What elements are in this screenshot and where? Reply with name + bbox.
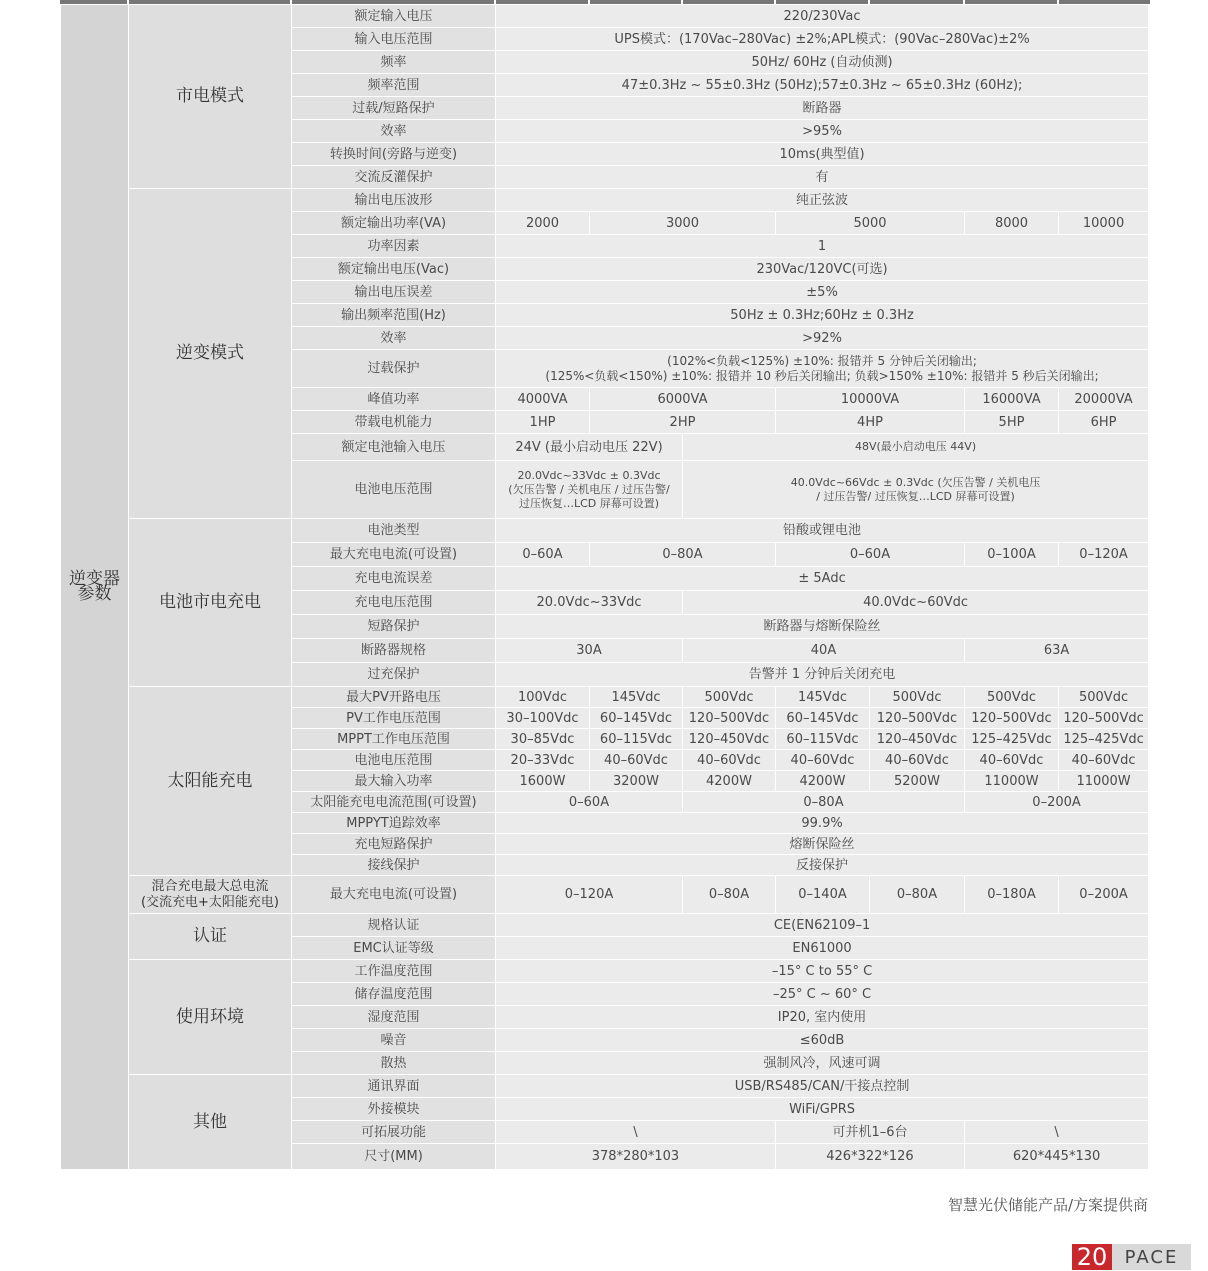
- row-label: 接线保护: [292, 855, 496, 876]
- row-label: 过充保护: [292, 663, 496, 687]
- cell-value: 500Vdc: [870, 687, 965, 708]
- cell-value: 3200W: [590, 771, 683, 792]
- cell-value: 40–60Vdc: [776, 750, 870, 771]
- row-label: MPPT工作电压范围: [292, 729, 496, 750]
- row-label: 过载保护: [292, 350, 496, 388]
- cell-value: 63A: [965, 639, 1149, 663]
- row-label: 储存温度范围: [292, 983, 496, 1006]
- cell-value-multiline: 40.0Vdc~66Vdc ± 0.3Vdc (欠压告警 / 关机电压 / 过压告警/ 过压恢复…LCD 屏幕可设置): [683, 461, 1149, 519]
- cell-value: 0–60A: [776, 543, 965, 567]
- cell-value: 1600W: [496, 771, 590, 792]
- cell-value: 0–80A: [870, 876, 965, 914]
- cell-value: 10000: [1059, 212, 1149, 235]
- row-label: 电池电压范围: [292, 750, 496, 771]
- cell-value: 11000W: [965, 771, 1059, 792]
- cell-value: 500Vdc: [965, 687, 1059, 708]
- row-label: 额定输入电压: [292, 5, 496, 28]
- cell-value: 2000: [496, 212, 590, 235]
- row-label: 额定电池输入电压: [292, 434, 496, 461]
- company-tagline: 智慧光伏储能产品/方案提供商: [947, 1196, 1148, 1214]
- cell-value: 40–60Vdc: [1059, 750, 1149, 771]
- cell-value: 120–450Vdc: [870, 729, 965, 750]
- cell-value: 0–80A: [683, 792, 965, 813]
- cell-value: WiFi/GPRS: [496, 1098, 1149, 1121]
- cell-value: 10ms(典型值): [496, 143, 1149, 166]
- cell-value: 0–120A: [496, 876, 683, 914]
- row-label: 输出电压误差: [292, 281, 496, 304]
- row-label: 工作温度范围: [292, 960, 496, 983]
- cell-value: 有: [496, 166, 1149, 189]
- row-label: 峰值功率: [292, 388, 496, 411]
- row-label: 断路器规格: [292, 639, 496, 663]
- cell-value: 4HP: [776, 411, 965, 434]
- cell-value: 40–60Vdc: [683, 750, 776, 771]
- row-label: 输出频率范围(Hz): [292, 304, 496, 327]
- cell-value: 47±0.3Hz ~ 55±0.3Hz (50Hz);57±0.3Hz ~ 65±0.3Hz (60Hz);: [496, 74, 1149, 97]
- row-label: 规格认证: [292, 914, 496, 937]
- cell-value: 0–200A: [1059, 876, 1149, 914]
- cell-value: 0–200A: [965, 792, 1149, 813]
- cell-value: 0–120A: [1059, 543, 1149, 567]
- cell-value: 120–500Vdc: [1059, 708, 1149, 729]
- cell-value: 6HP: [1059, 411, 1149, 434]
- row-label: 散热: [292, 1052, 496, 1075]
- row-label: 最大充电电流(可设置): [292, 876, 496, 914]
- cell-value: 145Vdc: [590, 687, 683, 708]
- cell-value: 0–60A: [496, 792, 683, 813]
- cell-value: 纯正弦波: [496, 189, 1149, 212]
- row-label: 交流反灌保护: [292, 166, 496, 189]
- cell-value: 10000VA: [776, 388, 965, 411]
- cell-value: 40A: [683, 639, 965, 663]
- cell-value: 378*280*103: [496, 1144, 776, 1170]
- cell-value: 20000VA: [1059, 388, 1149, 411]
- cell-value: >95%: [496, 120, 1149, 143]
- section-battery-charge: 电池市电充电: [129, 519, 292, 687]
- cell-value: 5000: [776, 212, 965, 235]
- cell-value: 120–500Vdc: [965, 708, 1059, 729]
- row-label: 噪音: [292, 1029, 496, 1052]
- row-label: 通讯界面: [292, 1075, 496, 1098]
- cell-value: 125–425Vdc: [965, 729, 1059, 750]
- cell-value: 120–450Vdc: [683, 729, 776, 750]
- cell-value: 220/230Vac: [496, 5, 1149, 28]
- row-label: 尺寸(MM): [292, 1144, 496, 1170]
- row-label: 带载电机能力: [292, 411, 496, 434]
- cell-value: 30–85Vdc: [496, 729, 590, 750]
- cell-value: 反接保护: [496, 855, 1149, 876]
- cell-value: ≤60dB: [496, 1029, 1149, 1052]
- table-row: [61, 1075, 1149, 1098]
- cell-value: 40–60Vdc: [870, 750, 965, 771]
- cell-value: 1: [496, 235, 1149, 258]
- cell-value: 40–60Vdc: [965, 750, 1059, 771]
- table-row: [61, 5, 1149, 28]
- row-label: 最大输入功率: [292, 771, 496, 792]
- cell-value: 5HP: [965, 411, 1059, 434]
- cell-value: 告警并 1 分钟后关闭充电: [496, 663, 1149, 687]
- cell-value: 100Vdc: [496, 687, 590, 708]
- cell-value: 24V (最小启动电压 22V): [496, 434, 683, 461]
- cell-value: 0–80A: [590, 543, 776, 567]
- section-cert: 认证: [129, 914, 292, 960]
- cell-value: 0–60A: [496, 543, 590, 567]
- row-label: 功率因素: [292, 235, 496, 258]
- cell-value: 60–115Vdc: [776, 729, 870, 750]
- cell-value: 熔断保险丝: [496, 834, 1149, 855]
- cell-value: 99.9%: [496, 813, 1149, 834]
- cell-value: 60–145Vdc: [776, 708, 870, 729]
- row-label: 输入电压范围: [292, 28, 496, 51]
- cell-value: USB/RS485/CAN/干接点控制: [496, 1075, 1149, 1098]
- row-label: 最大PV开路电压: [292, 687, 496, 708]
- cell-value: 5200W: [870, 771, 965, 792]
- cell-value: 1HP: [496, 411, 590, 434]
- cell-value: 断路器: [496, 97, 1149, 120]
- cell-value: UPS模式：(170Vac–280Vac) ±2%;APL模式：(90Vac–280Vac)±2%: [496, 28, 1149, 51]
- cell-value: IP20, 室内使用: [496, 1006, 1149, 1029]
- row-label: 效率: [292, 120, 496, 143]
- table-row: [61, 876, 1149, 914]
- table-row: [61, 519, 1149, 543]
- row-label: 效率: [292, 327, 496, 350]
- cell-value: 断路器与熔断保险丝: [496, 615, 1149, 639]
- cell-value: 30–100Vdc: [496, 708, 590, 729]
- cell-value: 4200W: [776, 771, 870, 792]
- cell-value: 0–140A: [776, 876, 870, 914]
- row-label: 充电电流误差: [292, 567, 496, 591]
- cell-value: 120–500Vdc: [683, 708, 776, 729]
- cell-value: –25° C ~ 60° C: [496, 983, 1149, 1006]
- table-row: [61, 960, 1149, 983]
- section-hybrid: 混合充电最大总电流 (交流充电+太阳能充电): [129, 876, 292, 914]
- section-inverter: 逆变模式: [129, 189, 292, 519]
- cell-value: 426*322*126: [776, 1144, 965, 1170]
- cell-value: –15° C to 55° C: [496, 960, 1149, 983]
- cell-value: 4200W: [683, 771, 776, 792]
- cell-value: 50Hz ± 0.3Hz;60Hz ± 0.3Hz: [496, 304, 1149, 327]
- cell-value: 30A: [496, 639, 683, 663]
- cell-value-multiline: 20.0Vdc~33Vdc ± 0.3Vdc (欠压告警 / 关机电压 / 过压告警/ 过压恢复…LCD 屏幕可设置): [496, 461, 683, 519]
- cell-value: 11000W: [1059, 771, 1149, 792]
- cell-value-multiline: (102%<负载<125%) ±10%: 报错并 5 分钟后关闭输出; (125%<负载<150%) ±10%: 报错并 10 秒后关闭输出; 负载>150% ±10%: 报错并 5 秒后关闭输出;: [496, 350, 1149, 388]
- cell-value: 500Vdc: [683, 687, 776, 708]
- row-label: 充电电压范围: [292, 591, 496, 615]
- section-solar: 太阳能充电: [129, 687, 292, 876]
- spec-table: [60, 4, 1149, 1170]
- cell-value: 500Vdc: [1059, 687, 1149, 708]
- cell-value: 60–145Vdc: [590, 708, 683, 729]
- cell-value: 145Vdc: [776, 687, 870, 708]
- cell-value: \: [965, 1121, 1149, 1144]
- side-category: 逆变器 参数: [61, 5, 129, 1170]
- row-label: 过载/短路保护: [292, 97, 496, 120]
- cell-value: >92%: [496, 327, 1149, 350]
- cell-value: 40–60Vdc: [590, 750, 683, 771]
- cell-value: EN61000: [496, 937, 1149, 960]
- cell-value: 0–80A: [683, 876, 776, 914]
- row-label: 最大充电电流(可设置): [292, 543, 496, 567]
- table-row: [61, 687, 1149, 708]
- row-label: MPPYT追踪效率: [292, 813, 496, 834]
- row-label: 输出电压波形: [292, 189, 496, 212]
- cell-value: 620*445*130: [965, 1144, 1149, 1170]
- row-label: 电池类型: [292, 519, 496, 543]
- cell-value: 16000VA: [965, 388, 1059, 411]
- cell-value: 125–425Vdc: [1059, 729, 1149, 750]
- row-label: PV工作电压范围: [292, 708, 496, 729]
- table-row: [61, 189, 1149, 212]
- cell-value: 230Vac/120VC(可选): [496, 258, 1149, 281]
- row-label: EMC认证等级: [292, 937, 496, 960]
- cell-value: 铅酸或锂电池: [496, 519, 1149, 543]
- cell-value: 20.0Vdc~33Vdc: [496, 591, 683, 615]
- row-label: 可拓展功能: [292, 1121, 496, 1144]
- row-label: 额定输出功率(VA): [292, 212, 496, 235]
- row-label: 频率范围: [292, 74, 496, 97]
- row-label: 短路保护: [292, 615, 496, 639]
- page-word: PACE: [1112, 1244, 1191, 1270]
- cell-value: \: [496, 1121, 776, 1144]
- cell-value: 48V(最小启动电压 44V): [683, 434, 1149, 461]
- cell-value: 0–100A: [965, 543, 1059, 567]
- section-other: 其他: [129, 1075, 292, 1170]
- cell-value: 4000VA: [496, 388, 590, 411]
- section-utility: 市电模式: [129, 5, 292, 189]
- cell-value: 3000: [590, 212, 776, 235]
- cell-value: 6000VA: [590, 388, 776, 411]
- cell-value: 20–33Vdc: [496, 750, 590, 771]
- cell-value: 40.0Vdc~60Vdc: [683, 591, 1149, 615]
- table-row: [61, 914, 1149, 937]
- cell-value: ± 5Adc: [496, 567, 1149, 591]
- cell-value: 强制风冷，风速可调: [496, 1052, 1149, 1075]
- cell-value: CE(EN62109–1: [496, 914, 1149, 937]
- cell-value: 60–115Vdc: [590, 729, 683, 750]
- row-label: 太阳能充电电流范围(可设置): [292, 792, 496, 813]
- section-env: 使用环境: [129, 960, 292, 1075]
- row-label: 外接模块: [292, 1098, 496, 1121]
- row-label: 湿度范围: [292, 1006, 496, 1029]
- page-number: 20: [1072, 1244, 1112, 1270]
- cell-value: 50Hz/ 60Hz (自动侦测): [496, 51, 1149, 74]
- row-label: 频率: [292, 51, 496, 74]
- row-label: 电池电压范围: [292, 461, 496, 519]
- row-label: 转换时间(旁路与逆变): [292, 143, 496, 166]
- cell-value: 120–500Vdc: [870, 708, 965, 729]
- row-label: 额定输出电压(Vac): [292, 258, 496, 281]
- cell-value: 8000: [965, 212, 1059, 235]
- cell-value: 可并机1–6台: [776, 1121, 965, 1144]
- cell-value: ±5%: [496, 281, 1149, 304]
- cell-value: 0–180A: [965, 876, 1059, 914]
- cell-value: 2HP: [590, 411, 776, 434]
- row-label: 充电短路保护: [292, 834, 496, 855]
